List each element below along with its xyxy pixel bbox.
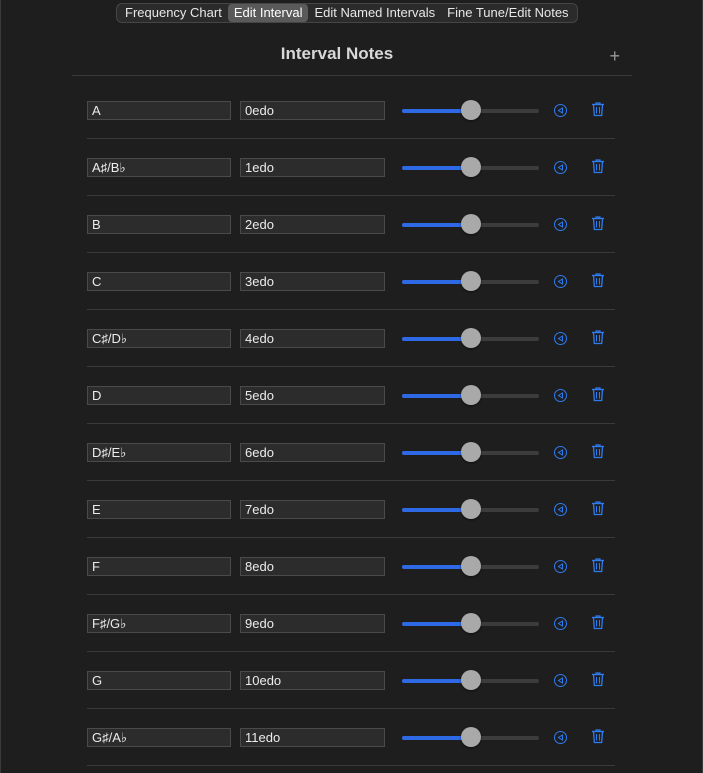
note-interval-field[interactable]: 3edo [240,272,385,291]
note-interval-field[interactable]: 2edo [240,215,385,234]
slider-knob[interactable] [461,100,481,120]
note-row [87,82,615,139]
slider-knob[interactable] [461,328,481,348]
note-row [87,595,615,652]
play-note-button[interactable] [554,674,567,687]
window-edge-left [0,0,1,773]
trash-icon [591,728,605,744]
note-volume-slider[interactable] [402,270,539,292]
note-row [87,424,615,481]
delete-note-button[interactable] [591,671,605,687]
plus-icon: + [609,46,620,66]
slider-knob[interactable] [461,442,481,462]
play-circle-icon [557,449,564,456]
delete-note-button[interactable] [591,101,605,117]
note-row [87,253,615,310]
play-note-button[interactable] [554,731,567,744]
note-row [87,652,615,709]
play-circle-icon [557,278,564,285]
note-volume-slider[interactable] [402,327,539,349]
play-note-button[interactable] [554,218,567,231]
delete-note-button[interactable] [591,329,605,345]
play-circle-icon [557,620,564,627]
play-note-button[interactable] [554,161,567,174]
tab-edit-interval[interactable]: Edit Interval [228,4,309,22]
slider-knob[interactable] [461,613,481,633]
trash-icon [591,272,605,288]
note-volume-slider[interactable] [402,498,539,520]
note-interval-field[interactable]: 8edo [240,557,385,576]
list-header [72,36,632,76]
note-interval-field[interactable]: 11edo [240,728,385,747]
note-volume-slider[interactable] [402,156,539,178]
slider-knob[interactable] [461,385,481,405]
note-name-field[interactable]: C♯/D♭ [87,329,231,348]
slider-knob[interactable] [461,214,481,234]
play-note-button[interactable] [554,332,567,345]
play-circle-icon [557,734,564,741]
note-row [87,709,615,766]
note-interval-field[interactable]: 10edo [240,671,385,690]
note-name-field[interactable]: D♯/E♭ [87,443,231,462]
note-interval-field[interactable]: 6edo [240,443,385,462]
note-interval-field[interactable]: 9edo [240,614,385,633]
tab-frequency-chart[interactable]: Frequency Chart [125,5,222,20]
delete-note-button[interactable] [591,386,605,402]
note-row [87,139,615,196]
note-volume-slider[interactable] [402,612,539,634]
play-circle-icon [557,164,564,171]
trash-icon [591,101,605,117]
play-circle-icon [557,506,564,513]
trash-icon [591,443,605,459]
tab-fine-tune-edit-notes[interactable]: Fine Tune/Edit Notes [447,5,569,20]
play-note-button[interactable] [554,104,567,117]
trash-icon [591,158,605,174]
note-volume-slider[interactable] [402,555,539,577]
note-interval-field[interactable]: 5edo [240,386,385,405]
note-name-field[interactable]: A♯/B♭ [87,158,231,177]
page-title: Interval Notes [280,44,394,63]
delete-note-button[interactable] [591,443,605,459]
note-volume-slider[interactable] [402,213,539,235]
note-name-field[interactable]: F♯/G♭ [87,614,231,633]
note-name-field[interactable]: E [87,500,231,519]
note-row [87,481,615,538]
slider-knob[interactable] [461,271,481,291]
delete-note-button[interactable] [591,614,605,630]
note-name-field[interactable]: G♯/A♭ [87,728,231,747]
note-volume-slider[interactable] [402,384,539,406]
delete-note-button[interactable] [591,215,605,231]
play-circle-icon [557,221,564,228]
trash-icon [591,386,605,402]
tab-edit-named-intervals[interactable]: Edit Named Intervals [314,5,436,20]
note-row [87,310,615,367]
slider-knob[interactable] [461,556,481,576]
play-note-button[interactable] [554,503,567,516]
add-note-button[interactable] [609,46,620,66]
note-name-field[interactable]: B [87,215,231,234]
delete-note-button[interactable] [591,557,605,573]
note-interval-field[interactable]: 1edo [240,158,385,177]
note-name-field[interactable]: F [87,557,231,576]
slider-knob[interactable] [461,727,481,747]
trash-icon [591,329,605,345]
play-circle-icon [557,107,564,114]
note-row [87,196,615,253]
note-interval-field[interactable]: 0edo [240,101,385,120]
delete-note-button[interactable] [591,500,605,516]
note-interval-field[interactable]: 4edo [240,329,385,348]
trash-icon [591,500,605,516]
trash-icon [591,671,605,687]
note-name-field[interactable]: G [87,671,231,690]
delete-note-button[interactable] [591,272,605,288]
view-tabs [116,3,578,23]
play-note-button[interactable] [554,560,567,573]
interval-notes-list [87,82,615,766]
note-volume-slider[interactable] [402,99,539,121]
note-volume-slider[interactable] [402,726,539,748]
note-row [87,367,615,424]
note-name-field[interactable]: C [87,272,231,291]
play-note-button[interactable] [554,446,567,459]
note-name-field[interactable]: A [87,101,231,120]
play-note-button[interactable] [554,389,567,402]
play-circle-icon [557,392,564,399]
delete-note-button[interactable] [591,728,605,744]
trash-icon [591,614,605,630]
note-volume-slider[interactable] [402,441,539,463]
delete-note-button[interactable] [591,158,605,174]
note-volume-slider[interactable] [402,669,539,691]
trash-icon [591,557,605,573]
trash-icon [591,215,605,231]
slider-knob[interactable] [461,157,481,177]
slider-knob[interactable] [461,499,481,519]
play-circle-icon [557,335,564,342]
note-name-field[interactable]: D [87,386,231,405]
play-circle-icon [557,677,564,684]
note-interval-field[interactable]: 7edo [240,500,385,519]
play-note-button[interactable] [554,617,567,630]
play-circle-icon [557,563,564,570]
note-row [87,538,615,595]
play-note-button[interactable] [554,275,567,288]
slider-knob[interactable] [461,670,481,690]
